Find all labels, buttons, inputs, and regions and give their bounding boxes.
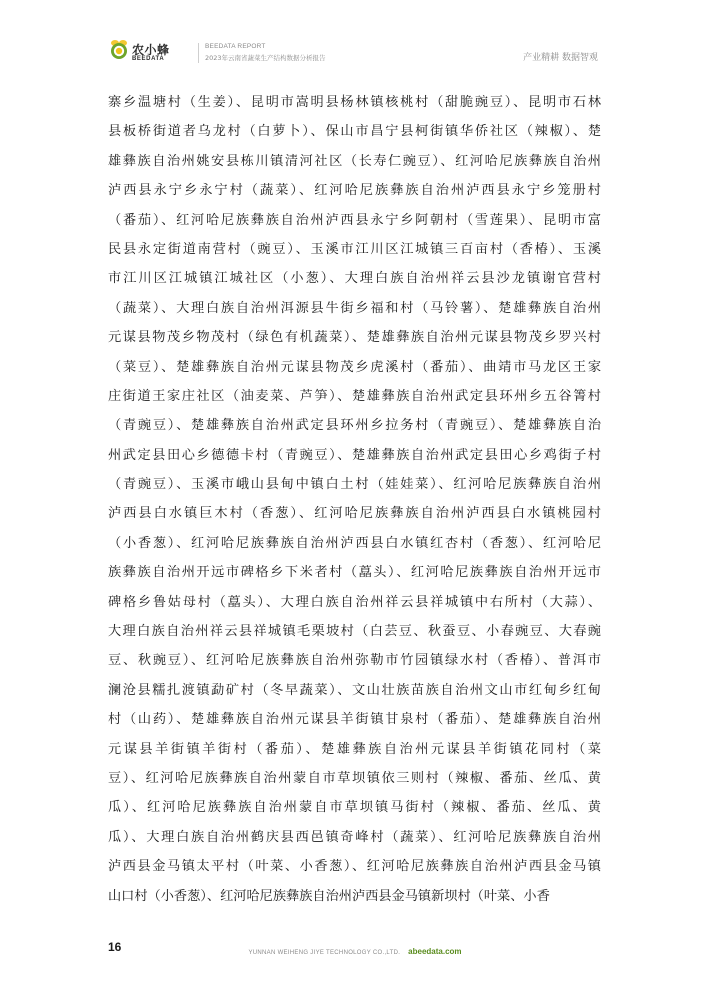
- text-line: 县板桥街道者乌龙村（白萝卜）、保山市昌宁县柯街镇华侨社区（辣椒）、楚: [108, 124, 601, 140]
- text-line: 瓜）、大理白族自治州鹤庆县西邑镇奇峰村（蔬菜）、红河哈尼族彝族自治州: [108, 829, 601, 845]
- report-title: BEEDATA REPORT: [205, 43, 266, 50]
- footer-website-link[interactable]: abeedata.com: [408, 947, 462, 956]
- text-line: 庄街道王家庄社区（油麦菜、芦笋）、楚雄彝族自治州武定县环州乡五谷箐村: [108, 388, 601, 404]
- logo-english-text: BEEDATA: [132, 56, 165, 62]
- text-line: 碑格乡鲁姑母村（藠头）、大理白族自治州祥云县祥城镇中右所村（大蒜）、: [108, 594, 601, 610]
- body-text: [108, 88, 601, 911]
- text-line: 元谋县羊街镇羊街村（番茄）、楚雄彝族自治州元谋县羊街镇花同村（菜: [108, 741, 601, 757]
- text-line: 泸西县金马镇太平村（叶菜、小香葱）、红河哈尼族彝族自治州泸西县金马镇: [108, 859, 601, 875]
- header-divider: [198, 43, 199, 63]
- page-number: 16: [108, 940, 122, 954]
- text-line: 民县永定街道南营村（豌豆）、玉溪市江川区江城镇三百亩村（香椿）、玉溪: [108, 241, 601, 257]
- text-line: （蔬菜）、大理白族自治州洱源县牛街乡福和村（马铃薯）、楚雄彝族自治州: [108, 300, 601, 316]
- text-line: （青豌豆）、玉溪市峨山县甸中镇白土村（娃娃菜）、红河哈尼族彝族自治州: [108, 477, 601, 493]
- text-line: （番茄）、红河哈尼族彝族自治州泸西县永宁乡阿朝村（雪莲果）、昆明市富: [108, 212, 601, 228]
- text-line: 山口村（小香葱）、红河哈尼族彝族自治州泸西县金马镇新坝村（叶菜、小香: [108, 888, 550, 904]
- bee-icon: [108, 38, 130, 60]
- text-line: 豆、秋豌豆）、红河哈尼族彝族自治州弥勒市竹园镇绿水村（香椿）、普洱市: [108, 653, 601, 669]
- text-line: 雄彝族自治州姚安县栋川镇清河社区（长寿仁豌豆）、红河哈尼族彝族自治州: [108, 153, 601, 169]
- page-footer: [0, 947, 710, 956]
- text-line: 族彝族自治州开远市碑格乡下米者村（藠头）、红河哈尼族彝族自治州开远市: [108, 565, 601, 581]
- text-line: 州武定县田心乡德德卡村（青豌豆）、楚雄彝族自治州武定县田心乡鸡街子村: [108, 447, 601, 463]
- text-line: （青豌豆）、楚雄彝族自治州武定县环州乡拉务村（青豌豆）、楚雄彝族自治: [108, 418, 601, 434]
- brand-logo: [108, 38, 188, 70]
- header-slogan: 产业精耕 数据智观: [523, 53, 598, 63]
- text-line: （菜豆）、楚雄彝族自治州元谋县物茂乡虎溪村（番茄）、曲靖市马龙区王家: [108, 359, 601, 375]
- logo-chinese-text: 农小蜂: [132, 43, 170, 57]
- text-line: 瓜）、红河哈尼族彝族自治州蒙自市草坝镇马街村（辣椒、番茄、丝瓜、黄: [108, 800, 601, 816]
- text-line: 泸西县永宁乡永宁村（蔬菜）、红河哈尼族彝族自治州泸西县永宁乡笼册村: [108, 183, 601, 199]
- text-line: 豆）、红河哈尼族彝族自治州蒙自市草坝镇依三则村（辣椒、番茄、丝瓜、黄: [108, 770, 601, 786]
- page-header: [0, 0, 710, 80]
- text-line: 大理白族自治州祥云县祥城镇毛栗坡村（白芸豆、秋蚕豆、小春豌豆、大春豌: [108, 624, 601, 640]
- text-line: 澜沧县糯扎渡镇勐矿村（冬早蔬菜）、文山壮族苗族自治州文山市红甸乡红甸: [108, 682, 601, 698]
- footer-company: YUNNAN WEIHENG JIYE TECHNOLOGY CO.,LTD.: [248, 950, 401, 956]
- text-line: 市江川区江城镇江城社区（小葱）、大理白族自治州祥云县沙龙镇谢官营村: [108, 271, 601, 287]
- text-line: 寨乡温塘村（生姜）、昆明市嵩明县杨林镇核桃村（甜脆豌豆）、昆明市石林: [108, 95, 601, 110]
- text-line: （小香葱）、红河哈尼族彝族自治州泸西县白水镇红杏村（香葱）、红河哈尼: [108, 535, 601, 551]
- text-line: 泸西县白水镇巨木村（香葱）、红河哈尼族彝族自治州泸西县白水镇桃园村: [108, 506, 601, 522]
- text-line: 村（山药）、楚雄彝族自治州元谋县羊街镇甘泉村（番茄）、楚雄彝族自治州: [108, 712, 601, 728]
- report-subtitle: 2023年云南省蔬菜生产结构数据分析报告: [205, 54, 326, 62]
- text-line: 元谋县物茂乡物茂村（绿色有机蔬菜）、楚雄彝族自治州元谋县物茂乡罗兴村: [108, 330, 601, 346]
